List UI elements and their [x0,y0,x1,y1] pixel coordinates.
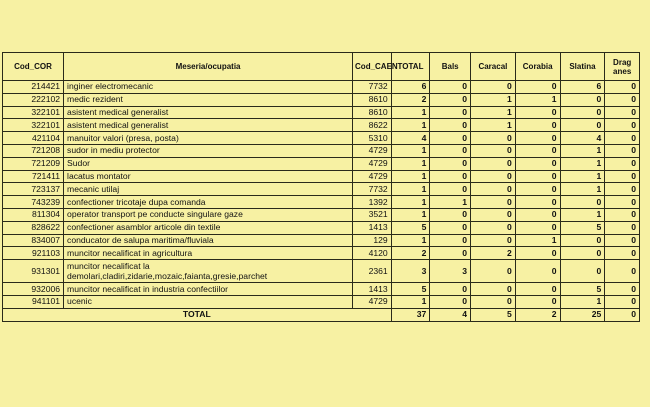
table-row [3,144,640,157]
table-row [3,170,640,183]
table-row [3,208,640,221]
cell-bals: 0 [430,295,471,308]
cell-draganesti: 0 [605,221,640,234]
cell-cod-cor: 743239 [3,196,64,209]
cell-cod-caen: 8610 [353,93,392,106]
cell-occupation: muncitor necalificat la demolari,cladiri,zidarie,mozaic,faianta,gresie,parchet [64,260,353,283]
cell-occupation: operator transport pe conducte singulare gaze [64,208,353,221]
cell-occupation: confectioner tricotaje dupa comanda [64,196,353,209]
cell-corabia: 1 [515,93,560,106]
table-row [3,221,640,234]
cell-occupation: lacatus montator [64,170,353,183]
cell-cod-caen: 5310 [353,132,392,145]
cell-cod-cor: 811304 [3,208,64,221]
cell-cod-cor: 322101 [3,119,64,132]
cell-total: 2 [391,247,430,260]
cell-cod-cor: 222102 [3,93,64,106]
cell-bals: 3 [430,260,471,283]
cell-cod-cor: 721209 [3,157,64,170]
cell-cod-cor: 214421 [3,81,64,94]
cell-bals: 1 [430,196,471,209]
cell-bals: 0 [430,208,471,221]
table-row [3,183,640,196]
cell-slatina: 0 [560,234,605,247]
cell-cod-cor: 931301 [3,260,64,283]
cell-bals: 0 [430,144,471,157]
cell-slatina: 0 [560,106,605,119]
table-row [3,119,640,132]
cell-total: 1 [391,157,430,170]
cell-draganesti: 0 [605,81,640,94]
cell-caracal: 0 [471,295,516,308]
cell-occupation: asistent medical generalist [64,119,353,132]
cell-draganesti: 0 [605,183,640,196]
cell-corabia: 0 [515,221,560,234]
cell-slatina: 6 [560,81,605,94]
cell-total: 6 [391,81,430,94]
cell-draganesti: 0 [605,144,640,157]
cell-draganesti: 0 [605,196,640,209]
total-bals: 4 [430,308,471,321]
cell-cod-caen: 4729 [353,157,392,170]
cell-bals: 0 [430,247,471,260]
cell-draganesti: 0 [605,260,640,283]
cell-cod-cor: 828622 [3,221,64,234]
cell-bals: 0 [430,157,471,170]
cell-draganesti: 0 [605,93,640,106]
total-slatina: 25 [560,308,605,321]
cell-cod-caen: 1413 [353,221,392,234]
cell-cod-cor: 421104 [3,132,64,145]
total-caracal: 5 [471,308,516,321]
cell-cod-caen: 1392 [353,196,392,209]
cell-occupation: mecanic utilaj [64,183,353,196]
cell-total: 3 [391,260,430,283]
header-slatina: Slatina [560,53,605,81]
cell-occupation: muncitor necalificat in industria confectiilor [64,283,353,296]
total-label: TOTAL [3,308,392,321]
cell-corabia: 0 [515,81,560,94]
cell-total: 1 [391,144,430,157]
cell-corabia: 0 [515,144,560,157]
cell-caracal: 0 [471,196,516,209]
cell-occupation: confectioner asamblor articole din textile [64,221,353,234]
cell-total: 1 [391,106,430,119]
cell-slatina: 1 [560,157,605,170]
cell-total: 5 [391,221,430,234]
header-caracal: Caracal [471,53,516,81]
cell-cod-cor: 834007 [3,234,64,247]
cell-cod-caen: 4120 [353,247,392,260]
cell-corabia: 0 [515,170,560,183]
cell-total: 1 [391,170,430,183]
cell-draganesti: 0 [605,295,640,308]
cell-draganesti: 0 [605,132,640,145]
header-cod-caen: Cod_CAEN [353,53,392,81]
table-row [3,157,640,170]
table-row [3,132,640,145]
cell-slatina: 1 [560,208,605,221]
cell-bals: 0 [430,119,471,132]
cell-slatina: 5 [560,221,605,234]
total-corabia: 2 [515,308,560,321]
cell-corabia: 0 [515,183,560,196]
table-row [3,247,640,260]
header-corabia: Corabia [515,53,560,81]
header-occupation: Meseria/ocupatia [64,53,353,81]
cell-bals: 0 [430,283,471,296]
header-draganesti: Drag anes [605,53,640,81]
cell-cod-cor: 721411 [3,170,64,183]
header-row [3,53,640,81]
cell-cod-cor: 941101 [3,295,64,308]
cell-bals: 0 [430,170,471,183]
cell-total: 2 [391,93,430,106]
cell-cod-cor: 723137 [3,183,64,196]
cell-slatina: 0 [560,196,605,209]
cell-draganesti: 0 [605,283,640,296]
cell-caracal: 1 [471,119,516,132]
table-row [3,81,640,94]
cell-caracal: 0 [471,234,516,247]
total-draganesti: 0 [605,308,640,321]
cell-total: 1 [391,295,430,308]
cell-cod-caen: 8622 [353,119,392,132]
header-total: TOTAL [391,53,430,81]
cell-draganesti: 0 [605,119,640,132]
cell-corabia: 0 [515,106,560,119]
cell-total: 4 [391,132,430,145]
cell-corabia: 0 [515,119,560,132]
cell-cod-cor: 322101 [3,106,64,119]
cell-occupation: inginer electromecanic [64,81,353,94]
cell-caracal: 0 [471,157,516,170]
cell-slatina: 1 [560,144,605,157]
cell-draganesti: 0 [605,106,640,119]
table-row [3,106,640,119]
cell-total: 1 [391,234,430,247]
cell-slatina: 1 [560,295,605,308]
cell-slatina: 0 [560,119,605,132]
cell-draganesti: 0 [605,208,640,221]
cell-total: 1 [391,196,430,209]
cell-caracal: 1 [471,93,516,106]
cell-caracal: 0 [471,260,516,283]
total-row [3,308,640,321]
cell-caracal: 0 [471,221,516,234]
cell-total: 1 [391,183,430,196]
cell-caracal: 0 [471,81,516,94]
cell-caracal: 0 [471,170,516,183]
cell-occupation: Sudor [64,157,353,170]
cell-draganesti: 0 [605,170,640,183]
cell-caracal: 0 [471,283,516,296]
cell-cod-caen: 2361 [353,260,392,283]
cell-slatina: 5 [560,283,605,296]
cell-occupation: sudor in mediu protector [64,144,353,157]
cell-bals: 0 [430,234,471,247]
cell-cod-caen: 3521 [353,208,392,221]
table-row [3,260,640,283]
cell-cod-caen: 4729 [353,170,392,183]
cell-slatina: 0 [560,260,605,283]
cell-draganesti: 0 [605,234,640,247]
cell-corabia: 0 [515,247,560,260]
table-row [3,283,640,296]
cell-draganesti: 0 [605,247,640,260]
cell-cod-caen: 8610 [353,106,392,119]
header-bals: Bals [430,53,471,81]
cell-caracal: 0 [471,183,516,196]
cell-draganesti: 0 [605,157,640,170]
cell-bals: 0 [430,106,471,119]
cell-occupation: ucenic [64,295,353,308]
table-row [3,295,640,308]
cell-bals: 0 [430,132,471,145]
table-row [3,93,640,106]
cell-occupation: asistent medical generalist [64,106,353,119]
cell-cod-caen: 7732 [353,183,392,196]
cell-slatina: 1 [560,170,605,183]
cell-slatina: 4 [560,132,605,145]
table-row [3,234,640,247]
cell-total: 1 [391,119,430,132]
cell-cod-caen: 7732 [353,81,392,94]
vacancies-table [2,52,640,322]
total-sum: 37 [391,308,430,321]
cell-caracal: 0 [471,144,516,157]
cell-cod-cor: 932006 [3,283,64,296]
cell-corabia: 0 [515,283,560,296]
cell-slatina: 0 [560,93,605,106]
cell-caracal: 1 [471,106,516,119]
cell-caracal: 0 [471,208,516,221]
cell-bals: 0 [430,81,471,94]
cell-corabia: 1 [515,234,560,247]
cell-total: 5 [391,283,430,296]
cell-cod-caen: 4729 [353,295,392,308]
cell-cod-caen: 4729 [353,144,392,157]
job-vacancies-sheet [2,52,640,322]
cell-cod-cor: 721208 [3,144,64,157]
cell-caracal: 0 [471,132,516,145]
cell-cod-caen: 129 [353,234,392,247]
cell-slatina: 0 [560,247,605,260]
cell-occupation: medic rezident [64,93,353,106]
cell-cod-caen: 1413 [353,283,392,296]
cell-corabia: 0 [515,260,560,283]
cell-total: 1 [391,208,430,221]
cell-occupation: muncitor necalificat in agricultura [64,247,353,260]
cell-bals: 0 [430,93,471,106]
cell-cod-cor: 921103 [3,247,64,260]
cell-occupation: conducator de salupa maritima/fluviala [64,234,353,247]
cell-slatina: 1 [560,183,605,196]
cell-corabia: 0 [515,132,560,145]
table-row [3,196,640,209]
cell-bals: 0 [430,221,471,234]
cell-corabia: 0 [515,196,560,209]
cell-occupation: manuitor valori (presa, posta) [64,132,353,145]
header-cod-cor: Cod_COR [3,53,64,81]
table-body [3,81,640,309]
cell-bals: 0 [430,183,471,196]
cell-corabia: 0 [515,157,560,170]
cell-corabia: 0 [515,295,560,308]
cell-corabia: 0 [515,208,560,221]
cell-caracal: 2 [471,247,516,260]
